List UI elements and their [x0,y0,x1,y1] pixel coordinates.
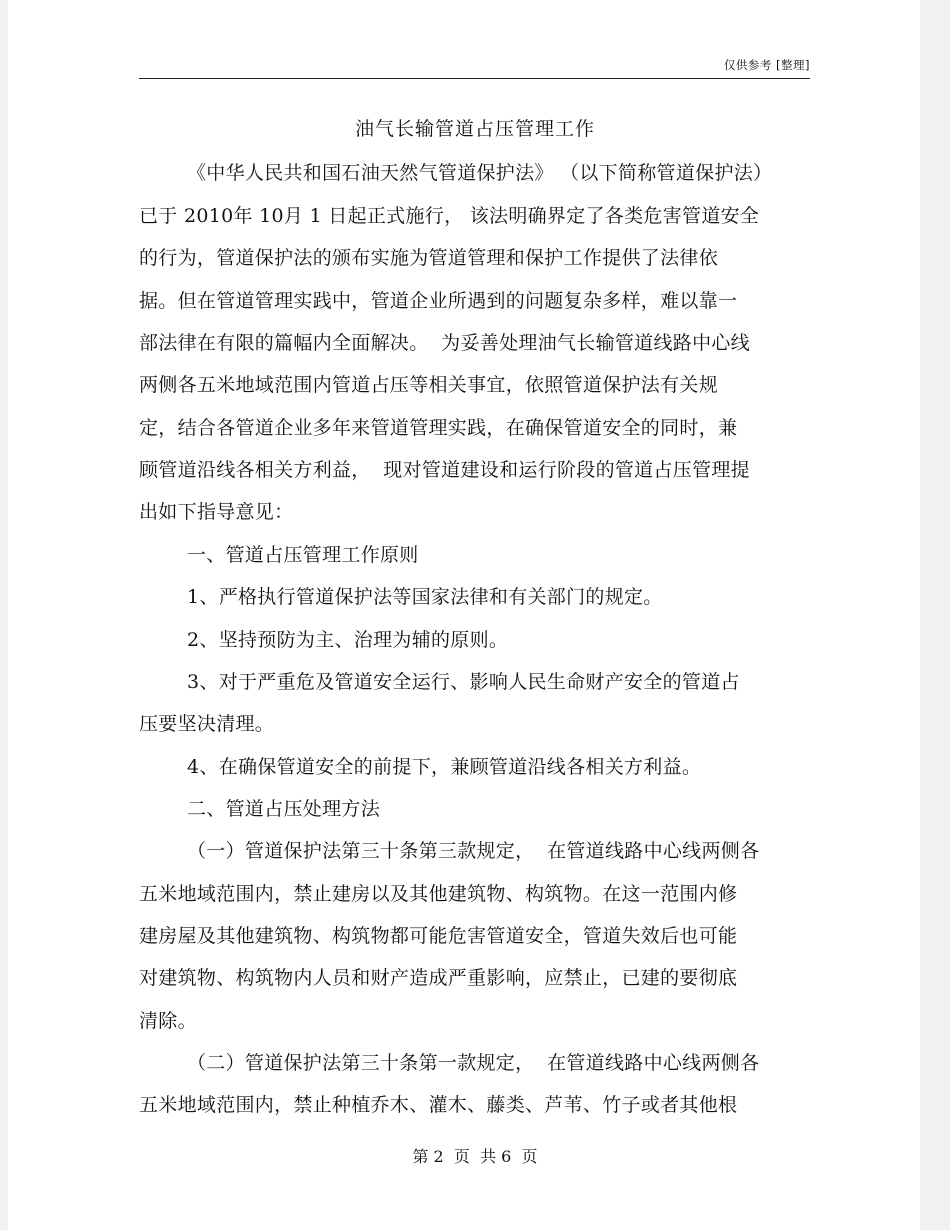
document-title: 油气长输管道占压管理工作 [354,118,595,140]
body-line: （二）管道保护法第三十条第一款规定， 在管道线路中心线两侧各 [187,1052,760,1074]
body-line: 已于 2010年 10月 1 日起正式施行， 该法明确界定了各类危害管道安全 [139,205,760,227]
list-item: 2、坚持预防为主、治理为辅的原则。 [187,629,509,651]
list-item: 1、严格执行管道保护法等国家法律和有关部门的规定。 [187,586,663,608]
body-line: 《中华人民共和国石油天然气管道保护法》 （以下简称管道保护法） [187,162,773,184]
body-line: 建房屋及其他建筑物、构筑物都可能危害管道安全，管道失效后也可能 [139,925,738,947]
body-line: 出如下指导意见： [139,501,294,523]
list-item: 3、对于严重危及管道安全运行、影响人民生命财产安全的管道占 [187,671,740,693]
page-number: 第 2 页 共 6 页 [412,1147,538,1166]
section-heading: 一、管道占压管理工作原则 [187,544,419,566]
section-heading: 二、管道占压处理方法 [187,798,381,820]
body-line: 据。但在管道管理实践中，管道企业所遇到的问题复杂多样，难以靠一 [139,290,738,312]
body-line: 清除。 [139,1010,197,1032]
body-line: 的行为，管道保护法的颁布实施为管道管理和保护工作提供了法律依 [139,247,719,269]
body-line: （一）管道保护法第三十条第三款规定， 在管道线路中心线两侧各 [187,840,760,862]
body-line: 两侧各五米地域范围内管道占压等相关事宜，依照管道保护法有关规 [139,374,719,396]
list-item-continuation: 压要坚决清理。 [139,713,275,735]
body-line: 顾管道沿线各相关方利益， 现对管道建设和运行阶段的管道占压管理提 [139,459,750,481]
page-header [139,56,810,79]
body-line: 定，结合各管道企业多年来管道管理实践，在确保管道安全的同时，兼 [139,417,738,439]
body-line: 五米地域范围内，禁止建房以及其他建筑物、构筑物。在这一范围内修 [139,883,738,905]
body-line: 五米地域范围内，禁止种植乔木、灌木、藤类、芦苇、竹子或者其他根 [139,1094,738,1116]
list-item: 4、在确保管道安全的前提下，兼顾管道沿线各相关方利益。 [187,756,702,778]
body-line: 对建筑物、构筑物内人员和财产造成严重影响，应禁止，已建的要彻底 [139,967,738,989]
header-note: 仅供参考 [整理] [723,58,810,72]
body-line: 部法律在有限的篇幅内全面解决。 为妥善处理油气长输管道线路中心线 [139,332,750,354]
